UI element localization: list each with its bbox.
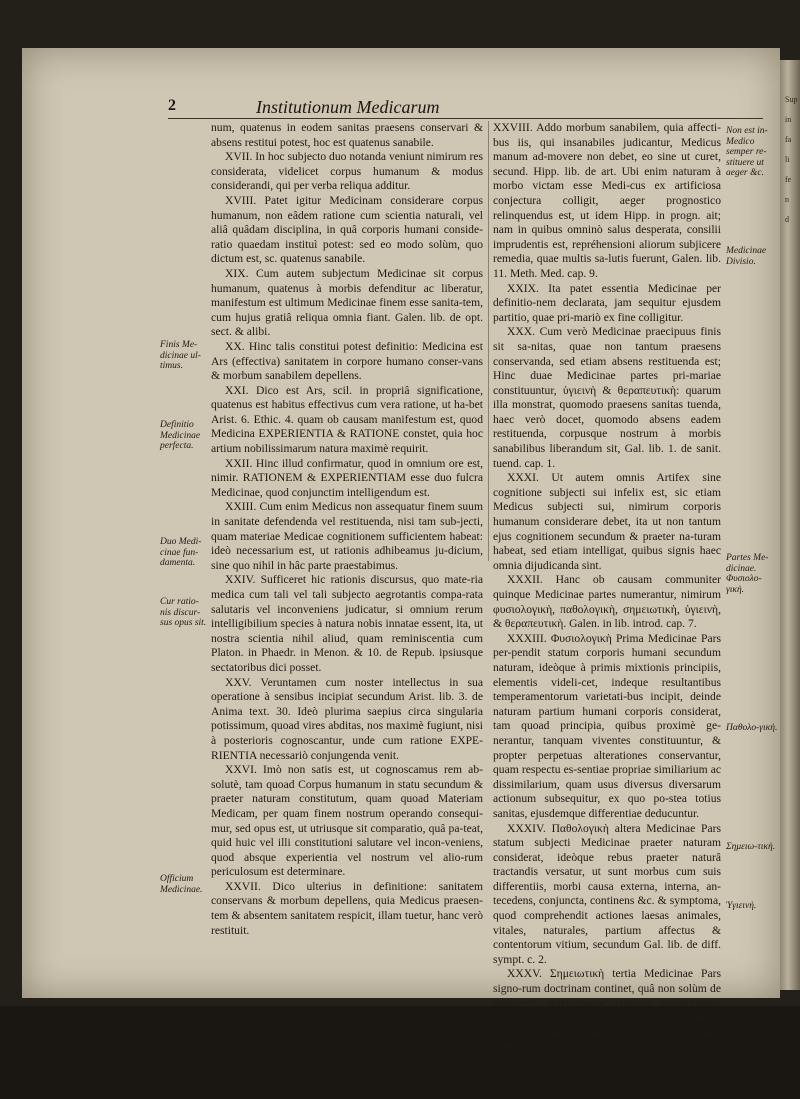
paragraph: XXX. Cum verò Medicinae praecipuus finis sit sa-nitas, quae non tantum praesens conservanda, sed etiam absens restituenda est; Hinc duae Medicinae partes pri-mariae constituuntur, ὑγιεινὴ & θεραπευτικὴ: quarum illa monstrat, quomodo praesens sanitas tuenda, haec verò docet, quomodo absens eadem restituenda, corpusque nostrum à morbis sanabilibus liberandum sit, Gal. lib. 1. de sanit. tuend. cap. 1. [493,325,721,470]
stub-text: fa [785,135,792,144]
header-rule [168,118,763,119]
paragraph: XXIV. Sufficeret hic rationis discursus, quo mate-ria medica cum tali vel tali subjecto aegrotantis compa-rata salutaris vel inconveniens judicatur, si omnium rerum intelligibilium species à natura nobis innatae essent, ita, ut nostra scientia nihil aliud, quam reminiscentia cum Platon. in Phaedr. in Menon. & 10. de Repub. ipsiusque sectatoribus dici posset. [211,573,483,674]
paragraph: XXVII. Dico ulterius in definitione: sanitatem conservans & morbum depellens, quia Medicus praesen-tem & absentem sanitatem respicit, illam tuetur, hanc verò restituit. [211,879,483,937]
stub-text: Sup [785,95,798,104]
margin-note-left: Cur ratio-nis discur-sus opus sit. [160,597,207,628]
paragraph: XXIX. Ita patet essentia Medicinae per definitio-nem declarata, jam sequitur ejusdem partitio, quae pri-mariò ex fine colligitur. [493,281,721,324]
margin-note-right: Ὑγιεινὴ. [726,901,757,911]
margin-note-right: Partes Me-dicinae. Φυσιολο-γικὴ. [726,553,769,595]
paragraph: XXXV. Σημειωτικὴ tertia Medicinae Pars signo-rum doctrinam continet, quâ non solùm de praesenti, praeteritaque corporis constitutione judicamus, sed et-iam comparatione morbi ac natura subjecti eventum talem vel talem praedicimus. [493,967,721,1054]
paragraph: XXXVI. Ὑγιεινὴ quarta Medicinae Pars, ea pro-ponit, quae ad sanitatem tuendam faciunt, sive ea-dem [493,1055,721,1098]
margin-note-right: Medicinae Divisio. [726,246,767,267]
running-title: Institutionum Medicarum [256,97,440,117]
paragraph: XXXIV. Παθολογικὴ altera Medicinae Pars statum subjecti Medicinae praeter naturam considerat, ideòque rebus praeter naturâ tractandis versatur, ut sunt morbus cum suis differentiis, morbi causa externa, interna, an-tecedens, conjuncta, continens &c. & symptoma, quod comprehendit actiones laesas animales, vitales, naturales, partium affectus & contentorum vitium, secundum Gal. lib. de diff. sympt. c. 2. [493,821,721,966]
margin-note-right: Παθολο-γικὴ. [726,723,778,733]
paragraph: XXVIII. Addo morbum sanabilem, quia affecti-bus iis, qui insanabiles judicantur, Medicus manum ad-movere non debet, eo sine ut curet, secund. Hipp. lib. de art. Ubi enim naturam à morbo victam esse Medi-cus ex artificiosa conjectura colligit, aeger prognostico relinquendus est, ut idem Hipp. in progn. ait; nam in quibus omninò salus desperata, consilii imprudentis est, repréhensioni aliorum subjicere remedia, quae multis sa-lutis fuerunt, Galen. lib. 11. Meth. Med. cap. 9. [493,121,721,280]
stub-text: li [785,155,790,164]
page-header [0,97,800,117]
paragraph: XXV. Veruntamen cum noster intellectus in sua operatione à sensibus incipiat secundum Arist. lib. 3. de Anima text. 30. Ideò plurima saepius circa singularia potissimum, quoad vires abditas, nos maximè fugiunt, nisi à posterioris cognoscantur, unde cum ratione EXPE-RIENTIA necessariò conjungenda venit. [211,675,483,762]
margin-note-left: Definitio Medicinae perfecta. [160,420,201,451]
margin-note-left: Duo Medi-cinae fun-damenta. [160,537,202,568]
margin-note-left: Finis Me-dicinae ul-timus. [160,340,201,371]
stub-text: d [785,215,789,224]
paragraph: XX. Hinc talis constitui potest definitio: Medicina est Ars (effectiva) sanitatem in corpore humano conser-vans & morbum sanabilem depellens. [211,339,483,383]
margin-note-right: Σημειω-τικὴ. [726,842,776,852]
paragraph: XXII. Hinc illud confirmatur, quod in omnium ore est, nimir. RATIONEM & EXPERIENTIAM esse duo fulcra Medicinae, quod conjunctim intelligendum est. [211,456,483,499]
stub-text: fe [785,175,792,184]
stub-text: in [785,115,792,124]
paragraph: XXXIII. Φυσιολογικὴ Prima Medicinae Pars per-pendit statum corporis humani secundum naturam, ideòque à primis mixtionis principiis, elementis videli-cet, indeque resultantibus temperamentorum varietati-bus incipit, deinde naturam partium humani corporis considerat, tam quoad principia, quibus proximè ge-nerantur, tanquam viventes constituuntur, & propter perpetuas alterationes conservantur, quam respectu es-sentiae propriae similiarium ac dissimilarium, quam usus diversus diversarum actionum subsequitur, ex quo po-stea totius sanitas, ejusdemque differentiae deducuntur. [493,631,721,820]
paragraph: num, quatenus in eodem sanitas praesens conservari & absens restitui potest, hoc est quatenus sanabile. [211,121,483,149]
margin-note-left: Officium Medicinae. [160,874,203,895]
paragraph: XVII. In hoc subjecto duo notanda veniunt nimirum res considerata, videlicet corpus humanum & modus considerandi, qui per verba reliqua additur. [211,150,483,193]
adjacent-page-fragment [785,90,799,230]
paragraph: XIX. Cum autem subjectum Medicinae sit corpus humanum, quatenus à morbis defenditur ac liberatur, manifestum est ultimum Medicinae finem esse sanita-tem, cum hujus gratiâ reliqua omnia fiant. Galen. lib. de opt. sect. & alibi. [211,266,483,339]
paragraph: XXXII. Hanc ob causam communiter quinque Medicinae partes numerantur, nimirum φυσιολογικὴ, παθολογικὴ, σημειωτικὴ, ὑγιεινὴ, & θεραπευτικὴ. Galen. in lib. introd. cap. 7. [493,573,721,631]
paragraph: XXIII. Cum enim Medicus non assequatur finem suum in sanitate defendenda vel restituenda, nisi tam sub-jecti, quam materiae Medicae cognitionem sufficientem habeat: ideò necessarium est, ut rationis adhibeamus ju-dicium, sine quo nihil in hâc parte praestabimus. [211,500,483,572]
column-divider [488,121,489,561]
paragraph: XXVI. Imò non satis est, ut cognoscamus rem ab-solutè, tam quoad Corpus humanum in statu secundum & praeter naturam constitutum, quam quoad Materiam Medicam, per quam finem nostrum operando consequi-mur, sed opus est, ut utriusque sit comparatio, quâ pa-teat, quid huic vel illi constitutioni salutare vel incon-veniens, quod absque experientia vel nostrum vel alio-rum periculosum est determinare. [211,763,483,879]
left-column [211,121,483,938]
paragraph: XXI. Dico est Ars, scil. in propriâ significatione, quatenus est habitus effectivus cum vera ratione, ut ha-bet Arist. 6. Ethic. 4. quam ob causam manifestum est, quod Medicina EXPERIENTIA & RATIONE constet, quia hoc artium nobilissimarum natura maximè requirit. [211,383,483,456]
margin-note-right: Non est in-Medico semper re-stituere ut aeger &c. [726,126,768,178]
paragraph: XXXI. Ut autem omnis Artifex sine cognitione subjecti sui infelix est, sic etiam Medicus subjecti sui, nimirum corporis humanum considerare debet, ita ut non tantum ejus cognitionem secundum & praeter na-turam habeat, sed etiam intelligat, quibus signis haec omnia dijudicanda sint. [493,471,721,572]
stub-text: n [785,195,789,204]
right-column [493,121,721,1099]
page-number: 2 [168,97,176,114]
paragraph: XVIII. Patet igitur Medicinam considerare corpus humanum, non eâdem ratione cum scientia naturali, vel aliâ quâdam disciplina, in quâ corporis humani conside-ratio quaedam instituì potest: sed eo modo solùm, quo dictum est, sc. quatenus sanabile. [211,193,483,266]
